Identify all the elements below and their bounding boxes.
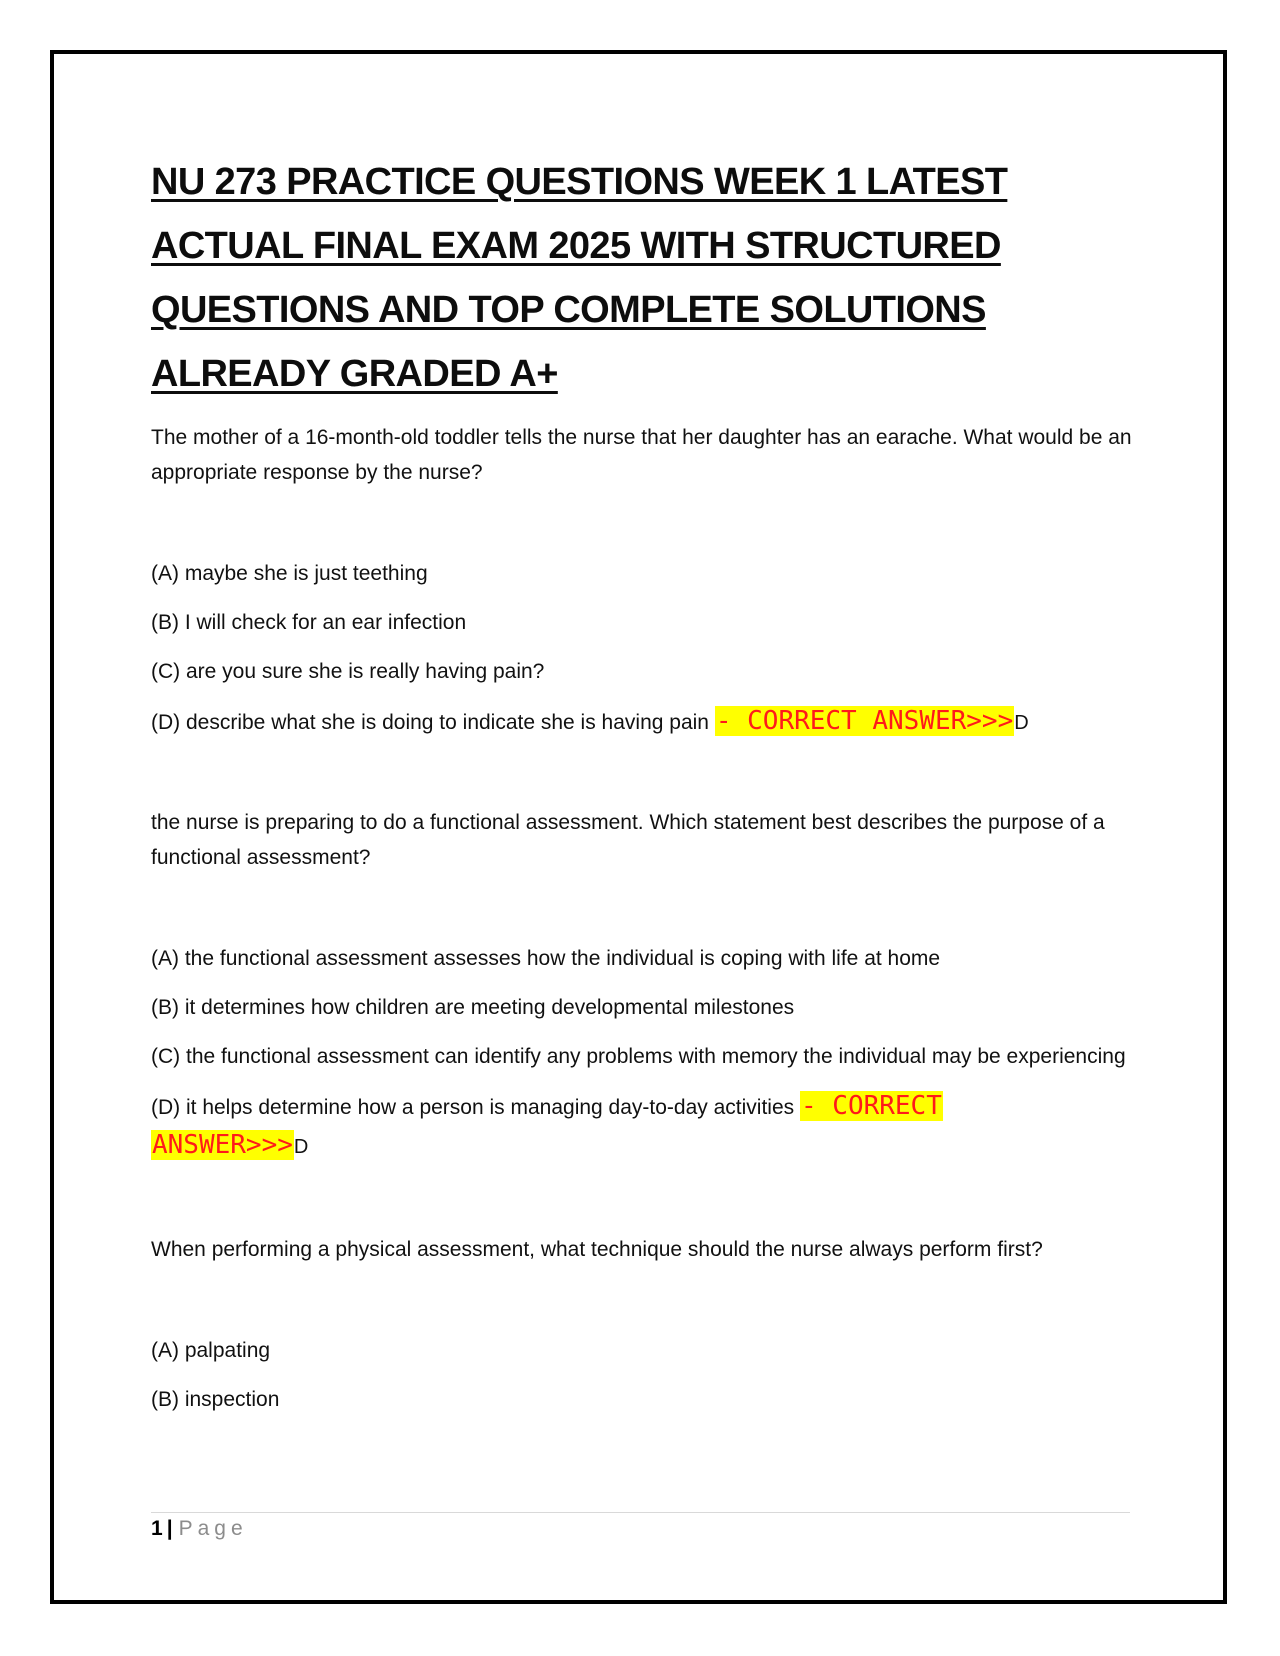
page-number: 1: [151, 1517, 163, 1540]
question-block: [151, 420, 1141, 741]
answer-option: (B) inspection: [151, 1388, 280, 1411]
title-line: ALREADY GRADED A+: [151, 353, 558, 395]
question-block: [151, 805, 1141, 1166]
page-label: Page: [178, 1517, 248, 1540]
answer-option: (B) I will check for an ear infection: [151, 611, 467, 634]
answer-option: (C) are you sure she is really having pain?: [151, 660, 545, 683]
answer-option: (B) it determines how children are meeting developmental milestones: [151, 996, 795, 1019]
answer-option-with-key: [151, 1088, 1141, 1166]
question-text: The mother of a 16-month-old toddler tells the nurse that her daughter has an earache. What would be an appropriate response by the nurse?: [151, 426, 1132, 484]
correct-answer-highlight: - CORRECT ANSWER>>>: [715, 706, 1014, 736]
answer-option-with-key: [151, 703, 1141, 741]
title-line: QUESTIONS AND TOP COMPLETE SOLUTIONS: [151, 289, 986, 331]
title-line: NU 273 PRACTICE QUESTIONS WEEK 1 LATEST: [151, 161, 1008, 203]
answer-option: (C) the functional assessment can identify any problems with memory the individual may be experiencing: [151, 1045, 1126, 1068]
correct-answer-highlight: ANSWER>>>: [152, 1130, 293, 1160]
footer-separator: |: [166, 1517, 173, 1540]
correct-answer-letter: D: [1014, 712, 1029, 734]
answer-option-text: (D) describe what she is doing to indicate she is having pain: [151, 711, 709, 734]
answer-option: (A) palpating: [151, 1339, 271, 1362]
answer-option: (A) the functional assessment assesses how the individual is coping with life at home: [151, 947, 941, 970]
document-body: [151, 150, 1141, 1417]
page-footer: [151, 1512, 1130, 1541]
correct-answer-letter: D: [293, 1136, 309, 1158]
correct-answer-highlight: - CORRECT: [800, 1091, 942, 1121]
question-block: [151, 1232, 1141, 1417]
title-line: ACTUAL FINAL EXAM 2025 WITH STRUCTURED: [151, 225, 1001, 267]
question-text: the nurse is preparing to do a functional assessment. Which statement best describes the purpose of a functional assessment?: [151, 811, 1105, 869]
question-text: When performing a physical assessment, what technique should the nurse always perform first?: [151, 1238, 1043, 1261]
answer-option: (A) maybe she is just teething: [151, 562, 428, 585]
answer-option-text: (D) it helps determine how a person is managing day-to-day activities: [151, 1096, 795, 1119]
document-title: [151, 150, 1141, 406]
